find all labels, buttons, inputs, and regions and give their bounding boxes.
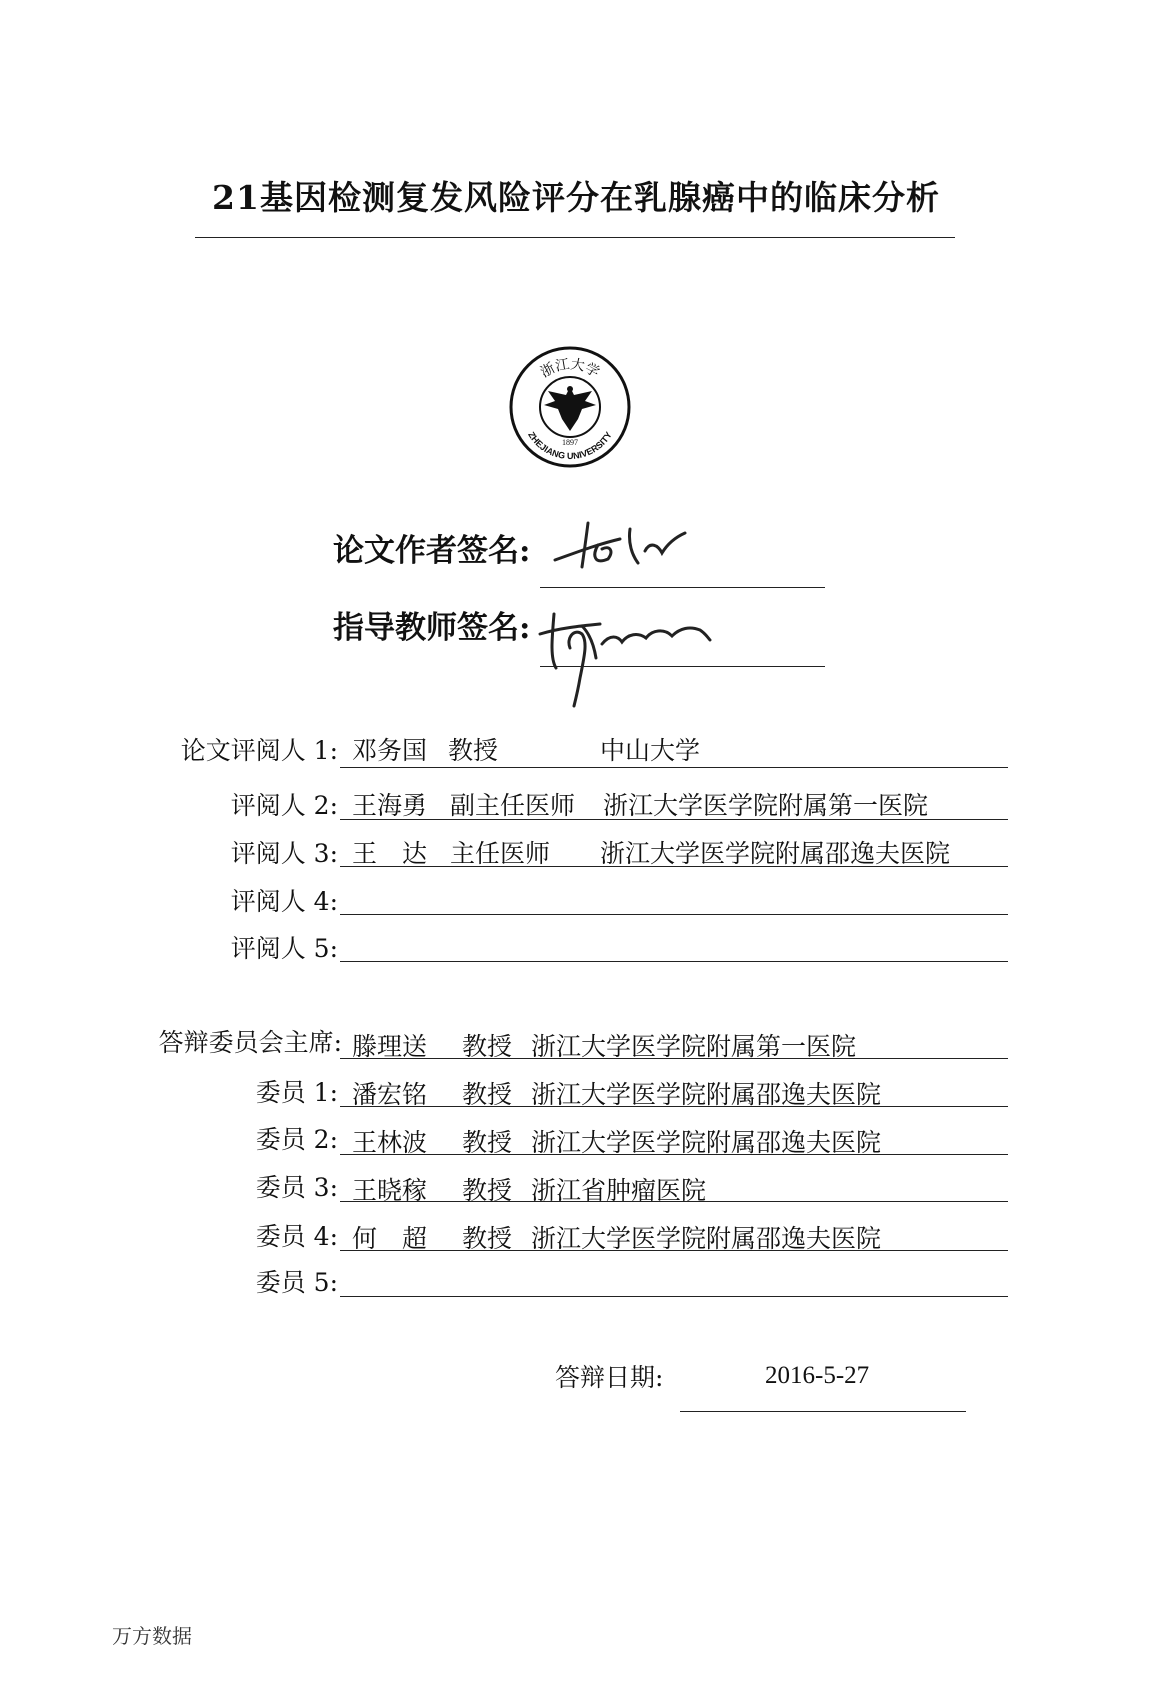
committee-member-3-name: 王晓稼 [352,1176,428,1205]
advisor-signature-label: 指导教师签名: [333,610,531,646]
reviewer-5-line [340,961,1008,962]
author-signature-line [540,587,825,588]
logo-english-text: ZHEJIANG UNIVERSITY [526,429,614,462]
reviewer-3-affiliation: 浙江大学医学院附属邵逸夫医院 [600,839,951,868]
advisor-signature-icon [530,598,730,708]
reviewer-1-line [340,767,1008,768]
reviewer-3-label: 评阅人 3: [230,839,338,868]
logo-chinese-text: 浙江大学 [537,356,603,382]
title-underline [195,237,955,238]
committee-chair-name: 滕理送 [352,1032,428,1061]
committee-member-2-affiliation: 浙江大学医学院附属邵逸夫医院 [531,1128,882,1157]
reviewer-3-name: 王 达 [352,839,428,868]
reviewer-1-name: 邓务国 [352,736,428,765]
reviewer-1-title: 教授 [448,736,499,765]
reviewer-1-label: 论文评阅人 1: [180,736,338,765]
reviewer-4-line [340,914,1008,915]
committee-member-4-name: 何 超 [352,1224,428,1253]
committee-member-4-title: 教授 [462,1224,513,1253]
reviewer-3-title: 主任医师 [450,839,551,868]
reviewer-2-affiliation: 浙江大学医学院附属第一医院 [603,791,929,820]
author-signature-icon [550,515,700,575]
thesis-title: 21基因检测复发风险评分在乳腺癌中的临床分析 [212,178,940,217]
reviewer-2-title: 副主任医师 [450,791,576,820]
committee-member-1-label: 委员 1: [255,1078,338,1107]
reviewer-2-name: 王海勇 [352,791,428,820]
committee-chair-label: 答辩委员会主席: [158,1028,342,1057]
committee-chair-affiliation: 浙江大学医学院附属第一医院 [531,1032,857,1061]
defense-date-value: 2016-5-27 [765,1362,870,1389]
reviewer-1-affiliation: 中山大学 [600,736,701,765]
reviewer-4-label: 评阅人 4: [230,887,338,916]
reviewer-5-label: 评阅人 5: [230,934,338,963]
author-signature-label: 论文作者签名: [333,533,531,569]
university-logo-icon [508,345,632,469]
committee-member-2-line [340,1154,1008,1155]
defense-date-label: 答辩日期: [555,1363,664,1392]
committee-member-4-affiliation: 浙江大学医学院附属邵逸夫医院 [531,1224,882,1253]
committee-member-5-label: 委员 5: [255,1268,338,1297]
committee-member-5-line [340,1296,1008,1297]
committee-member-1-title: 教授 [462,1080,513,1109]
committee-member-2-title: 教授 [462,1128,513,1157]
reviewer-3-line [340,866,1008,867]
reviewer-2-line [340,819,1008,820]
logo-year: 1897 [562,438,578,447]
committee-member-2-label: 委员 2: [255,1125,338,1154]
committee-member-4-line [340,1250,1008,1251]
committee-member-3-title: 教授 [462,1176,513,1205]
committee-member-3-affiliation: 浙江省肿瘤医院 [531,1176,707,1205]
committee-chair-title: 教授 [462,1032,513,1061]
defense-date-line [680,1411,966,1412]
committee-chair-line [340,1058,1008,1059]
committee-member-1-name: 潘宏铭 [352,1080,428,1109]
footer-watermark: 万方数据 [112,1624,192,1648]
committee-member-2-name: 王林波 [352,1128,428,1157]
committee-member-4-label: 委员 4: [255,1222,338,1251]
committee-member-1-line [340,1106,1008,1107]
committee-member-3-label: 委员 3: [255,1173,338,1202]
committee-member-1-affiliation: 浙江大学医学院附属邵逸夫医院 [531,1080,882,1109]
committee-member-3-line [340,1201,1008,1202]
advisor-signature-line [540,666,825,667]
reviewer-2-label: 评阅人 2: [230,791,338,820]
